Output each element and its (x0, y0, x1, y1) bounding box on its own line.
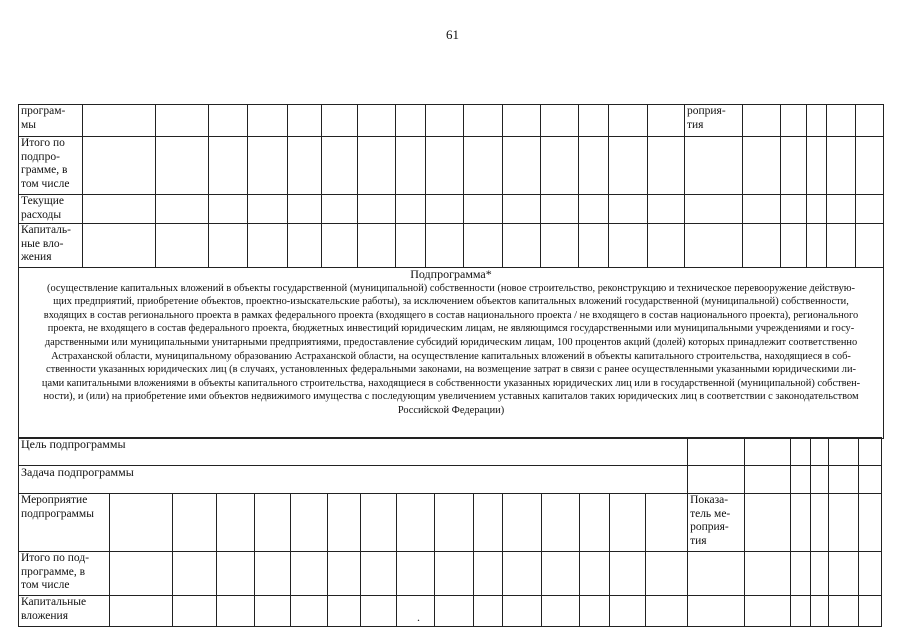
table-cell (503, 552, 542, 596)
table-cell (580, 552, 610, 596)
table-cell (827, 195, 856, 224)
table-row (19, 137, 884, 195)
table-cell (829, 438, 859, 466)
table-cell (688, 466, 745, 494)
table-cell (503, 224, 541, 268)
table-cell (474, 552, 503, 596)
table-cell (217, 494, 255, 552)
table-cell (503, 596, 542, 627)
table-cell (426, 137, 464, 195)
table-cell (435, 494, 474, 552)
table-cell (288, 137, 322, 195)
table-cell (110, 596, 173, 627)
table-cell (610, 596, 646, 627)
table-cell (579, 105, 609, 137)
table-cell (396, 195, 426, 224)
table-cell (396, 224, 426, 268)
row-label-event-indicator: Показа- тель ме- роприя- тия (688, 494, 745, 552)
table-cell (609, 224, 648, 268)
subprogram-title: Подпрограмма* (410, 267, 492, 281)
table-cell (811, 438, 829, 466)
table-cell (688, 552, 745, 596)
table-cell (745, 466, 791, 494)
table-cell (781, 195, 807, 224)
table-cell (579, 137, 609, 195)
table-cell (464, 195, 503, 224)
table-cell (827, 105, 856, 137)
table-cell (83, 137, 156, 195)
table-cell (781, 105, 807, 137)
table-cell (288, 224, 322, 268)
table-cell (807, 224, 827, 268)
table-cell (361, 552, 397, 596)
table-cell (503, 137, 541, 195)
table-cell (542, 596, 580, 627)
row-label-subprogram-capital: Капитальные вложения (19, 596, 110, 627)
table-cell (358, 195, 396, 224)
table-cell (745, 596, 791, 627)
table-row (19, 195, 884, 224)
table-cell (807, 105, 827, 137)
table-cell (791, 596, 811, 627)
table-row (19, 552, 882, 596)
table-cell (745, 438, 791, 466)
table-cell (856, 195, 884, 224)
table-row (19, 596, 882, 627)
table-cell (173, 552, 217, 596)
table-cell (361, 596, 397, 627)
table-cell (610, 494, 646, 552)
table-cell (248, 224, 288, 268)
table-cell (397, 596, 435, 627)
row-label-subprogram-total: Итого по под- программе, в том числе (19, 552, 110, 596)
row-label-current-expenses: Текущие расходы (19, 195, 83, 224)
row-label-total: Итого по подпро- грамме, в том числе (19, 137, 83, 195)
table-cell (541, 195, 579, 224)
table-cell (781, 137, 807, 195)
table-cell (648, 224, 685, 268)
table-cell (426, 224, 464, 268)
table-cell (435, 552, 474, 596)
row-label-subprogram-event: Мероприятие подпрограммы (19, 494, 110, 552)
table-cell (791, 438, 811, 466)
table-cell (580, 596, 610, 627)
table-cell (248, 137, 288, 195)
table-cell (811, 552, 829, 596)
table-cell (328, 596, 361, 627)
table-cell (322, 137, 358, 195)
table-cell (396, 137, 426, 195)
table-cell (791, 552, 811, 596)
table-cell (541, 137, 579, 195)
table-cell (688, 596, 745, 627)
table-cell (474, 494, 503, 552)
table-cell (856, 137, 884, 195)
table-cell (291, 494, 328, 552)
table-cell (361, 494, 397, 552)
table-cell (110, 494, 173, 552)
table-cell (248, 105, 288, 137)
table-cell (791, 466, 811, 494)
table-cell (791, 494, 811, 552)
row-label-programs: програм- мы (19, 105, 83, 137)
table-cell (745, 494, 791, 552)
subprogram-description: (осуществление капитальных вложений в объекты государственной (муниципальной) собственности (новое строительство, реконструкцию и техническое перевооружение действую- щих предприятий, приобретение объектов, проектно-изыскательские работы), за исключением объектов капитальных вложений государственной (муниципальной) собственности, входящих в состав регионального проекта в рамках федерального проекта (входящего в состав национального проекта / не входящего в состав национального проекта), регионального проекта, не входящего в состав федерального проекта, бюджетных инвестиций юридическим лицам, не являющимся государственными или муниципальными учреждениями и госу- дарственными или муниципальными унитарными предприятиями, предоставление субсидий юридическим лицам, 100 процентов акций (долей) которых принадлежит соответственно Астраханской области, муниципальному образованию Астраханской области, на осуществление капитальных вложений в объекты капитального строительства, находящиеся в соб- ственности указанных юридических лиц (в случаях, установленных федеральными законами, на возмещение затрат в связи с ранее осуществленными указанными юридическими ли- цами капитальными вложениями в объекты капитального строительства, находящиеся в собственности указанных юридических лиц или в государственной (муниципальной) собствен- ности), и (или) на приобретение ими объектов недвижимого имущества с последующим увеличением уставных капиталов таких юридических лиц в соответствии с законодательством Российской Федерации) (41, 282, 861, 416)
table-row (19, 494, 882, 552)
subprogram-header (19, 268, 884, 439)
table-cell (358, 105, 396, 137)
table-cell (610, 552, 646, 596)
table-cell (743, 224, 781, 268)
table-cell (541, 224, 579, 268)
table-cell (322, 195, 358, 224)
table-cell (580, 494, 610, 552)
table-cell (156, 137, 209, 195)
table-row (19, 438, 882, 466)
table-cell (464, 137, 503, 195)
table-cell (811, 596, 829, 627)
table-cell (609, 195, 648, 224)
table-cell (811, 466, 829, 494)
table-cell (685, 224, 743, 268)
table-cell (688, 438, 745, 466)
table-cell (156, 195, 209, 224)
table-cell (328, 494, 361, 552)
table-cell (173, 494, 217, 552)
table-cell (829, 494, 859, 552)
table-cell (743, 195, 781, 224)
table-cell (288, 105, 322, 137)
row-label-event: роприя- тия (685, 105, 743, 137)
table-cell (856, 105, 884, 137)
table-cell (83, 105, 156, 137)
table-cell (209, 137, 248, 195)
table-cell (542, 552, 580, 596)
table-cell (829, 466, 859, 494)
table-cell (829, 596, 859, 627)
table-cell (358, 224, 396, 268)
table-cell (685, 195, 743, 224)
table-cell (503, 105, 541, 137)
table-cell (579, 195, 609, 224)
table-cell (209, 224, 248, 268)
table-cell (859, 466, 882, 494)
page-number: 61 (446, 27, 459, 42)
table-cell (217, 552, 255, 596)
table-cell (83, 224, 156, 268)
table-cell (255, 596, 291, 627)
table-cell (648, 105, 685, 137)
table-cell (807, 195, 827, 224)
table-cell (173, 596, 217, 627)
table-cell (156, 105, 209, 137)
table-cell (322, 105, 358, 137)
table-cell (503, 494, 542, 552)
table-cell (646, 494, 688, 552)
table-row (19, 224, 884, 268)
table-cell (541, 105, 579, 137)
table-cell (503, 195, 541, 224)
table-cell (396, 105, 426, 137)
table-cell (542, 494, 580, 552)
table-cell (648, 137, 685, 195)
table-cell (110, 552, 173, 596)
table-cell (827, 137, 856, 195)
subprogram-task: Задача подпрограммы (19, 466, 688, 494)
table-cell (781, 224, 807, 268)
table-cell (255, 552, 291, 596)
table-cell (358, 137, 396, 195)
table-cell (745, 552, 791, 596)
subprogram-table-bottom (18, 437, 882, 627)
table-cell (829, 552, 859, 596)
table-cell (291, 596, 328, 627)
table-cell (83, 195, 156, 224)
table-cell (217, 596, 255, 627)
table-cell (474, 596, 503, 627)
table-cell (328, 552, 361, 596)
table-cell (743, 137, 781, 195)
table-cell (156, 224, 209, 268)
table-cell (248, 195, 288, 224)
table-cell (646, 596, 688, 627)
table-cell (856, 224, 884, 268)
table-cell (807, 137, 827, 195)
subprogram-goal: Цель подпрограммы (19, 438, 688, 466)
subprogram-table-top (18, 104, 884, 439)
table-cell (811, 494, 829, 552)
table-cell (648, 195, 685, 224)
table-cell (397, 552, 435, 596)
table-row (19, 466, 882, 494)
table-cell (397, 494, 435, 552)
table-cell (426, 105, 464, 137)
table-cell (685, 137, 743, 195)
table-cell (827, 224, 856, 268)
table-cell (579, 224, 609, 268)
table-cell (426, 195, 464, 224)
footer-mark: . (417, 610, 420, 624)
table-cell (743, 105, 781, 137)
table-row (19, 105, 884, 137)
table-cell (646, 552, 688, 596)
table-cell (291, 552, 328, 596)
table-cell (288, 195, 322, 224)
table-cell (464, 224, 503, 268)
table-cell (209, 195, 248, 224)
table-cell (255, 494, 291, 552)
subprogram-header-row (19, 268, 884, 439)
table-cell (859, 438, 882, 466)
table-cell (322, 224, 358, 268)
table-cell (859, 494, 882, 552)
table-cell (609, 137, 648, 195)
row-label-capital-investments: Капиталь- ные вло- жения (19, 224, 83, 268)
table-cell (609, 105, 648, 137)
table-cell (859, 552, 882, 596)
table-cell (859, 596, 882, 627)
table-cell (464, 105, 503, 137)
table-cell (435, 596, 474, 627)
table-cell (209, 105, 248, 137)
